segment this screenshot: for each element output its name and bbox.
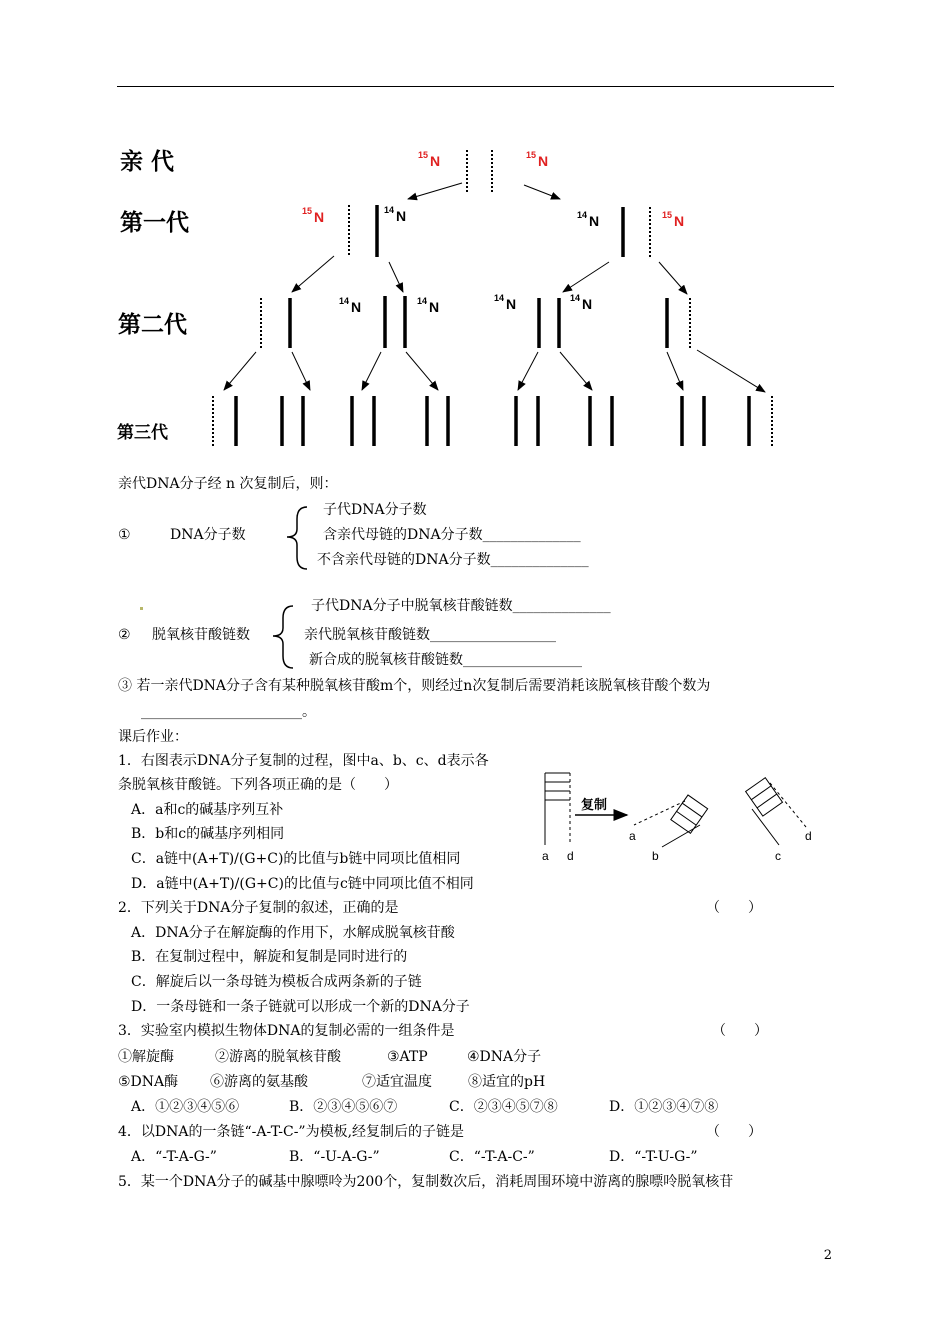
label-14n-second-3: [494, 293, 516, 312]
speck: [140, 607, 143, 610]
hw-q3-option-b: B．②③④⑤⑥⑦: [289, 1099, 398, 1115]
hw-q2-paren: （ ）: [706, 900, 762, 916]
svg-text:N: N: [538, 153, 549, 169]
figure-label-a-left: a: [542, 849, 549, 863]
svg-text:N: N: [396, 208, 407, 224]
svg-text:15: 15: [662, 210, 673, 220]
svg-text:14: 14: [417, 296, 428, 306]
figure-label-d: d: [805, 829, 812, 843]
homework-title: 课后作业：: [118, 729, 188, 745]
svg-text:N: N: [429, 299, 440, 315]
svg-text:14: 14: [384, 205, 395, 215]
svg-text:N: N: [674, 213, 685, 229]
figure-label-c: c: [775, 849, 781, 863]
q1-label: DNA分子数: [170, 527, 246, 543]
hw-q3-cond-2: ②游离的脱氧核苷酸: [215, 1049, 341, 1065]
hw-q4-option-b: B．“-U-A-G-”: [289, 1149, 380, 1165]
svg-text:14: 14: [577, 210, 588, 220]
q2-brace: [271, 602, 301, 672]
figure-label-d-left: d: [567, 849, 574, 863]
hw-q1-line2: 条脱氧核苷酸链。下列各项正确的是（ ）: [118, 777, 398, 793]
hw-q3-cond-1: ①解旋酶: [118, 1049, 174, 1065]
gen-label-second: 第二代: [118, 312, 187, 338]
replication-diagram: [0, 0, 950, 470]
replication-figure: [530, 745, 820, 875]
hw-q4-paren: （ ）: [706, 1124, 762, 1140]
hw-q3-cond-6: ⑥游离的氨基酸: [210, 1074, 308, 1090]
svg-text:15: 15: [302, 206, 313, 216]
hw-q2-option-b: B．在复制过程中，解旋和复制是同时进行的: [131, 949, 408, 965]
hw-q3-stem: 3．实验室内模拟生物体DNA的复制必需的一组条件是: [118, 1023, 455, 1039]
hw-q1-line1: 1．右图表示DNA分子复制的过程，图中a、b、c、d表示各: [118, 753, 489, 769]
hw-q1-option-d: D．a链中(A+T)/(G+C)的比值与c链中同项比值不相同: [131, 876, 474, 892]
q1-item-1: 子代DNA分子数: [323, 502, 427, 518]
figure-label-a: a: [629, 829, 636, 843]
hw-q1-option-a: A．a和c的碱基序列互补: [131, 802, 284, 818]
svg-text:15: 15: [526, 150, 537, 160]
q2-item-2: 亲代脱氧核苷酸链数__________________: [304, 627, 556, 643]
label-14n-first-right: [577, 210, 599, 229]
svg-text:14: 14: [494, 293, 505, 303]
label-15n-parent-left: [418, 150, 440, 169]
svg-text:N: N: [430, 153, 441, 169]
gen-label-first: 第一代: [120, 210, 189, 236]
hw-q1-option-c: C．a链中(A+T)/(G+C)的比值与b链中同项比值相同: [131, 851, 461, 867]
q2-label: 脱氧核苷酸链数: [152, 627, 250, 643]
hw-q4-option-c: C．“-T-A-C-”: [449, 1149, 535, 1165]
hw-q3-cond-8: ⑧适宜的pH: [468, 1074, 546, 1090]
gen-label-parent: 亲 代: [120, 149, 175, 175]
label-14n-first-left: [384, 205, 406, 224]
hw-q4-option-a: A．“-T-A-G-”: [131, 1149, 217, 1165]
svg-text:14: 14: [570, 293, 581, 303]
svg-text:N: N: [314, 209, 325, 225]
hw-q5-stem: 5．某一个DNA分子的碱基中腺嘌呤为200个，复制数次后，消耗周围环境中游离的腺嘌呤脱氧核苷: [118, 1174, 734, 1190]
hw-q3-cond-5: ⑤DNA酶: [118, 1074, 179, 1090]
gen-label-third: 第三代: [117, 423, 168, 443]
label-15n-first-right: [662, 210, 684, 229]
formula-intro: 亲代DNA分子经 n 次复制后，则：: [118, 476, 338, 492]
q1-brace: [285, 503, 315, 573]
hw-q3-option-d: D．①②③④⑦⑧: [609, 1099, 719, 1115]
svg-text:N: N: [589, 213, 600, 229]
svg-text:N: N: [351, 299, 362, 315]
svg-text:N: N: [582, 296, 593, 312]
q3-blank: _______________________。: [141, 704, 316, 720]
hw-q3-cond-7: ⑦适宜温度: [362, 1074, 432, 1090]
figure-arrow-label: 复制: [581, 798, 608, 813]
q1-item-2: 含亲代母链的DNA分子数______________: [323, 527, 581, 543]
hw-q3-cond-3: ③ATP: [387, 1049, 428, 1065]
hw-q3-option-c: C．②③④⑤⑦⑧: [449, 1099, 558, 1115]
q1-item-3: 不含亲代母链的DNA分子数______________: [317, 552, 589, 568]
page-number: 2: [823, 1248, 832, 1263]
label-15n-parent-right: [526, 150, 548, 169]
hw-q4-stem: 4．以DNA的一条链“-A-T-C-”为模板,经复制后的子链是: [118, 1124, 465, 1140]
q1-number: ①: [118, 527, 131, 543]
svg-text:N: N: [506, 296, 517, 312]
svg-text:14: 14: [339, 296, 350, 306]
q2-number: ②: [118, 627, 131, 643]
hw-q3-option-a: A．①②③④⑤⑥: [131, 1099, 240, 1115]
label-14n-second-2: [417, 296, 439, 315]
hw-q2-option-c: C．解旋后以一条母链为模板合成两条新的子链: [131, 974, 422, 990]
hw-q3-cond-4: ④DNA分子: [467, 1049, 542, 1065]
hw-q2-stem: 2．下列关于DNA分子复制的叙述，正确的是: [118, 900, 399, 916]
label-14n-second-1: [339, 296, 361, 315]
q2-item-3: 新合成的脱氧核苷酸链数_________________: [309, 652, 582, 668]
hw-q1-option-b: B．b和c的碱基序列相同: [131, 826, 285, 842]
figure-label-b: b: [652, 849, 659, 863]
label-14n-second-4: [570, 293, 592, 312]
q3-text: ③ 若一亲代DNA分子含有某种脱氧核苷酸m个，则经过n次复制后需要消耗该脱氧核苷酸个数为: [118, 678, 711, 694]
label-15n-first-left: [302, 206, 324, 225]
hw-q3-paren: （ ）: [712, 1023, 768, 1039]
hw-q4-option-d: D．“-T-U-G-”: [609, 1149, 698, 1165]
q2-item-1: 子代DNA分子中脱氧核苷酸链数______________: [311, 598, 611, 614]
hw-q2-option-a: A．DNA分子在解旋酶的作用下，水解成脱氧核苷酸: [131, 925, 455, 941]
svg-text:15: 15: [418, 150, 429, 160]
hw-q2-option-d: D．一条母链和一条子链就可以形成一个新的DNA分子: [131, 999, 470, 1015]
